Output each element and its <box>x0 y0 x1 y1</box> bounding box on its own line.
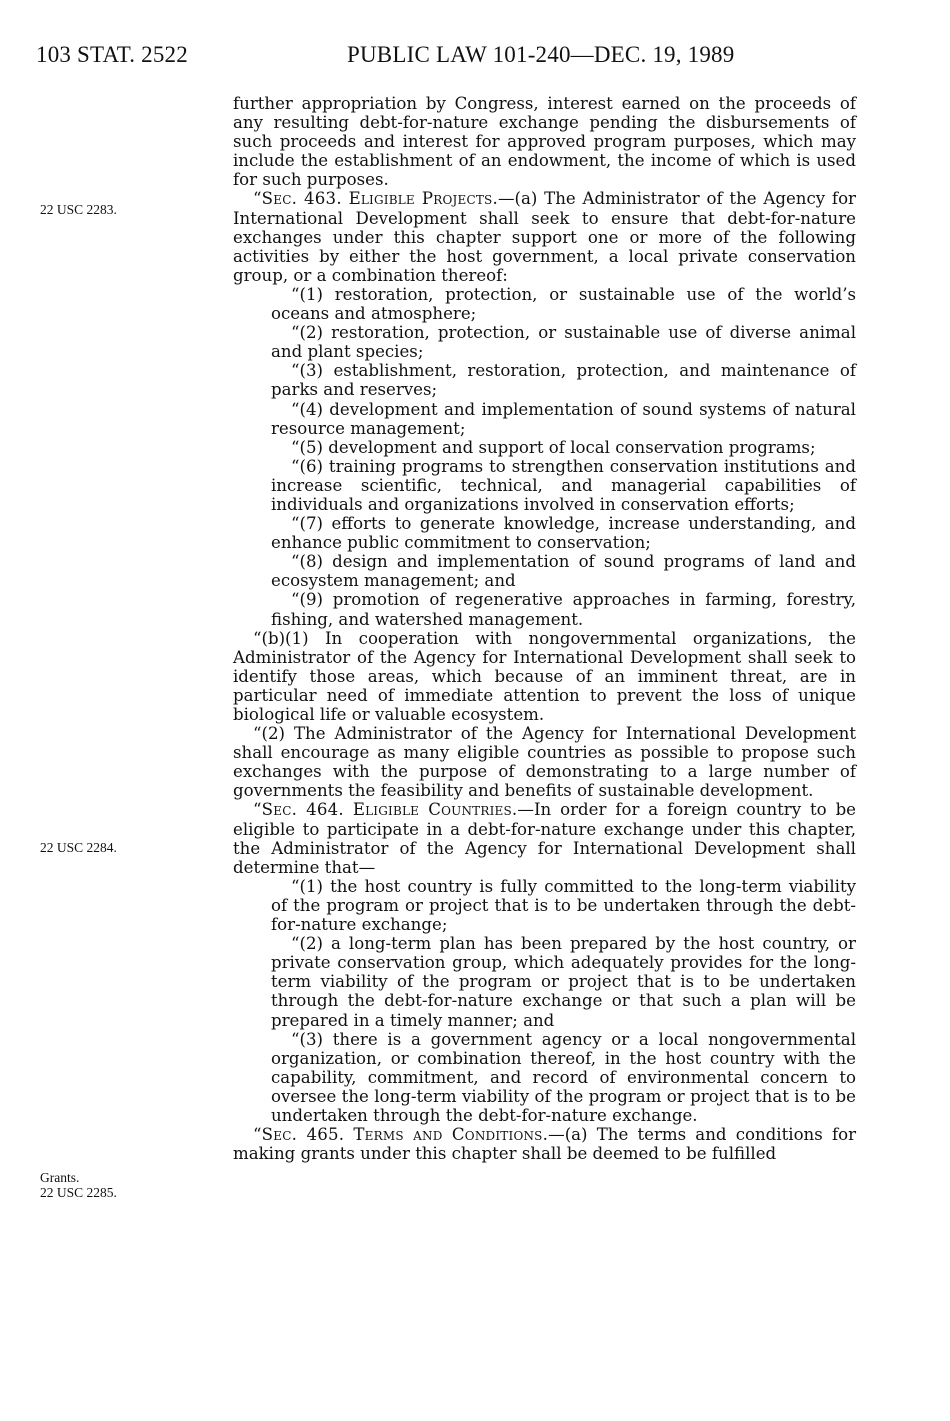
page-reference: 103 STAT. 2522 <box>36 42 188 67</box>
section-465 <box>233 1125 856 1163</box>
margin-note-grants: Grants. <box>40 1170 80 1185</box>
section-464-text: —In order for a foreign country to be eligible to participate in a debt-for-nature exchange under this chapter, the Administrator of the Agency for International Development shall determine that— <box>233 800 857 877</box>
section-464-number: “Sec. 464. <box>253 800 344 820</box>
section-463-number: “Sec. 463. <box>253 189 342 209</box>
section-464-item-2: “(2) a long-term plan has been prepared by the host country, or private conservation group, which adequately provides for the long-term viability of the program or project that is to be undertaken through the debt-for-nature exchange or that such a plan will be prepared in a timely manner; and <box>271 934 856 1030</box>
section-463-item-4: “(4) development and implementation of sound systems of natural resource management; <box>271 399 856 438</box>
section-463 <box>233 189 856 284</box>
section-463-item-5: “(5) development and support of local conservation programs; <box>291 437 816 457</box>
section-463-heading: Eligible Projects. <box>348 189 498 209</box>
law-reference: PUBLIC LAW 101-240—DEC. 19, 1989 <box>347 42 735 67</box>
section-464-item-1: “(1) the host country is fully committed to the long-term viability of the program or project that is to be undertaken through the debt-for-nature exchange; <box>271 876 856 935</box>
section-464-item-3: “(3) there is a government agency or a local nongovernmental organization, or combination thereof, in the host country with the capability, commitment, and record of environmental concern to oversee the long-term viability of the program or project that is to be undertaken through the debt-for-nature exchange. <box>271 1029 856 1125</box>
section-463-text: —(a) The Administrator of the Agency for International Development shall seek to ensure that debt-for-nature exchanges under this chapter support one or more of the following activities by either the host government, a local private conservation group, or a combination thereof: <box>233 189 856 285</box>
page-header <box>36 42 916 72</box>
section-464-heading: Eligible Countries. <box>352 800 518 820</box>
statute-text <box>233 94 856 1163</box>
section-463-item-6: “(6) training programs to strengthen conservation institutions and increase scientific, technical, and managerial capabilities of individuals and organizations involved in conservation efforts; <box>271 456 856 514</box>
section-465-number: “Sec. 465. <box>253 1125 345 1145</box>
section-463-item-2: “(2) restoration, protection, or sustainable use of diverse animal and plant species; <box>271 323 856 362</box>
section-465-heading: Terms and Conditions. <box>353 1125 549 1145</box>
section-463-item-1: “(1) restoration, protection, or sustainable use of the world’s oceans and atmosphere; <box>271 284 856 324</box>
section-463-item-3: “(3) establishment, restoration, protection, and maintenance of parks and reserves; <box>271 361 856 400</box>
margin-note-22-usc-2283: 22 USC 2283. <box>40 202 117 217</box>
section-463-item-7: “(7) efforts to generate knowledge, increase understanding, and enhance public commitment to conservation; <box>271 514 856 553</box>
section-463-item-8: “(8) design and implementation of sound programs of land and ecosystem management; and <box>271 552 856 591</box>
intro-paragraph: further appropriation by Congress, interest earned on the proceeds of any resulting debt-for-nature exchange pending the disbursements of such proceeds and interest for approved program purposes, which may include the establishment of an endowment, the income of which is used for such purposes. <box>233 94 856 190</box>
section-465-text: —(a) The terms and conditions for making grants under this chapter shall be deemed to be fulfilled <box>233 1125 857 1164</box>
section-463-subsection-b1: “(b)(1) In cooperation with nongovernmental organizations, the Administrator of the Agency for International Development shall seek to identify those areas, which because of an imminent threat, are in particular need of immediate attention to prevent the loss of unique biological life or valuable ecosystem. <box>233 628 856 724</box>
section-463-subsection-b2: “(2) The Administrator of the Agency for International Development shall encourage as many eligible countries as possible to propose such exchanges with the purpose of demonstrating to a large number of governments the feasibility and benefits of sustainable development. <box>233 724 856 801</box>
section-464 <box>233 800 856 876</box>
section-463-item-9: “(9) promotion of regenerative approaches in farming, forestry, fishing, and watershed management. <box>271 590 856 629</box>
margin-note-22-usc-2284: 22 USC 2284. <box>40 840 117 855</box>
margin-note-22-usc-2285: 22 USC 2285. <box>40 1185 117 1200</box>
